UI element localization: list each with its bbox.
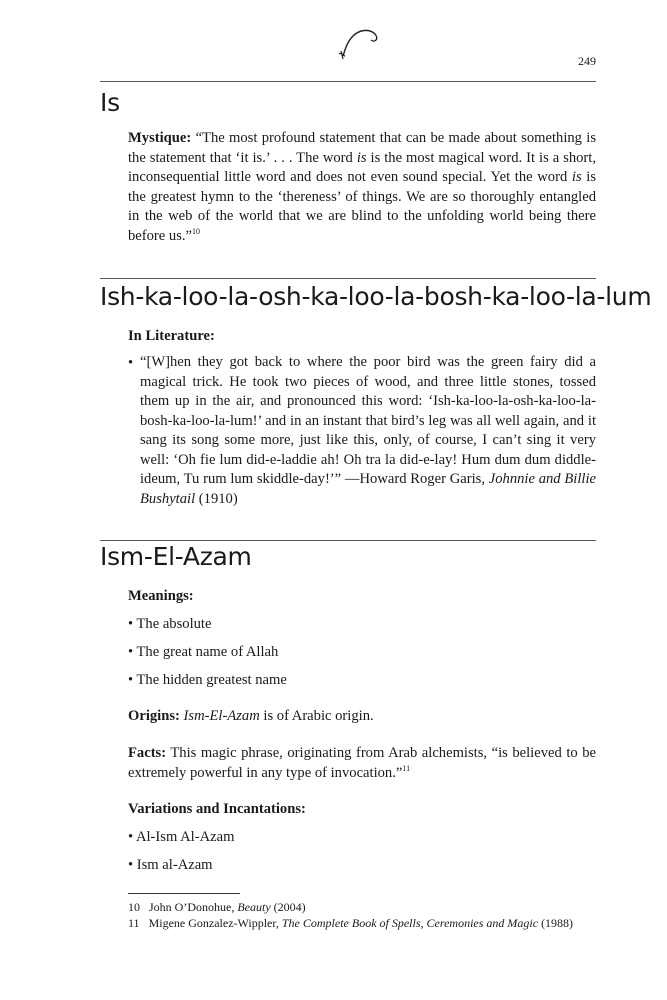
entry-title-is: Is (100, 88, 120, 117)
facts-label: Facts: (128, 745, 167, 761)
page-number: 249 (578, 54, 596, 68)
entry-title-ish-ka-loo: Ish-ka-loo-la-osh-ka-loo-la-bosh-ka-loo-la-lum (100, 282, 652, 311)
meaning-item: • The great name of Allah (128, 644, 279, 660)
bullet: • (128, 355, 134, 371)
mystique-paragraph: Mystique: “The most profound statement that can be made about something is the statement that ‘it is.’ . . . The word is is the most magical word. It is a short, inconsequential little word and does not even sound special. Yet the word is is the greatest hymn to the ‘thereness’ of things. We are so thoroughly entangled in the web of the world that we are blind to the unfolding world being there before us.”$^{10}$ (128, 130, 596, 244)
footnote-ref-10: 10 (192, 226, 201, 236)
meaning-item: • The hidden greatest name (128, 672, 287, 688)
meanings-heading: Meanings: (128, 588, 194, 604)
footnote-divider (128, 893, 240, 894)
origins-label: Origins: (128, 708, 180, 724)
in-literature-heading: In Literature: (128, 328, 215, 344)
mystique-label: Mystique: (128, 130, 192, 146)
section-divider (100, 540, 596, 541)
literature-quote: “[W]hen they got back to where the poor bird was the green fairy did a magical trick. He took two pieces of wood, and three little stones, tossed them up in the air, and pronounced this word: ‘Ish-ka-loo-la-osh-ka-loo-la-bosh-ka-loo-la-lum!’ and in an instant that bird’s leg was all well again, and it sang its song some more, just like this, only, of course, I can’t sing it very well: ‘Oh fie lum did-e-laddie ah! Oh tra la did-e-lay! Hum dum dum diddle-ideum, Tu rum lum skiddle-day!’” —Howard Roger Garis, Johnnie and Billie Bushytail (1910) (140, 354, 596, 507)
meaning-item: • The absolute (128, 616, 212, 632)
variations-heading: Variations and Incantations: (128, 801, 306, 817)
origins-paragraph: Origins: Ism-El-Azam is of Arabic origin. (128, 708, 374, 724)
section-divider (100, 278, 596, 279)
footnote-ref-11: 11 (402, 763, 411, 773)
ornament-flourish (333, 26, 383, 62)
section-divider (100, 81, 596, 82)
variation-item: • Ism al-Azam (128, 857, 213, 873)
footnote-10: 10 John O’Donohue, Beauty (2004) (128, 900, 306, 914)
book-title: Johnnie and Billie Bushytail (140, 471, 596, 507)
facts-paragraph: Facts: This magic phrase, originating from Arab alchemists, “is believed to be extremely powerful in any type of invocation.”$^{11}$ (128, 745, 597, 781)
entry-title-ism-el-azam: Ism-El-Azam (100, 542, 252, 571)
variation-item: • Al-Ism Al-Azam (128, 829, 235, 845)
footnote-11: 11 Migene Gonzalez-Wippler, The Complete Book of Spells, Ceremonies and Magic (1988) (128, 916, 574, 930)
